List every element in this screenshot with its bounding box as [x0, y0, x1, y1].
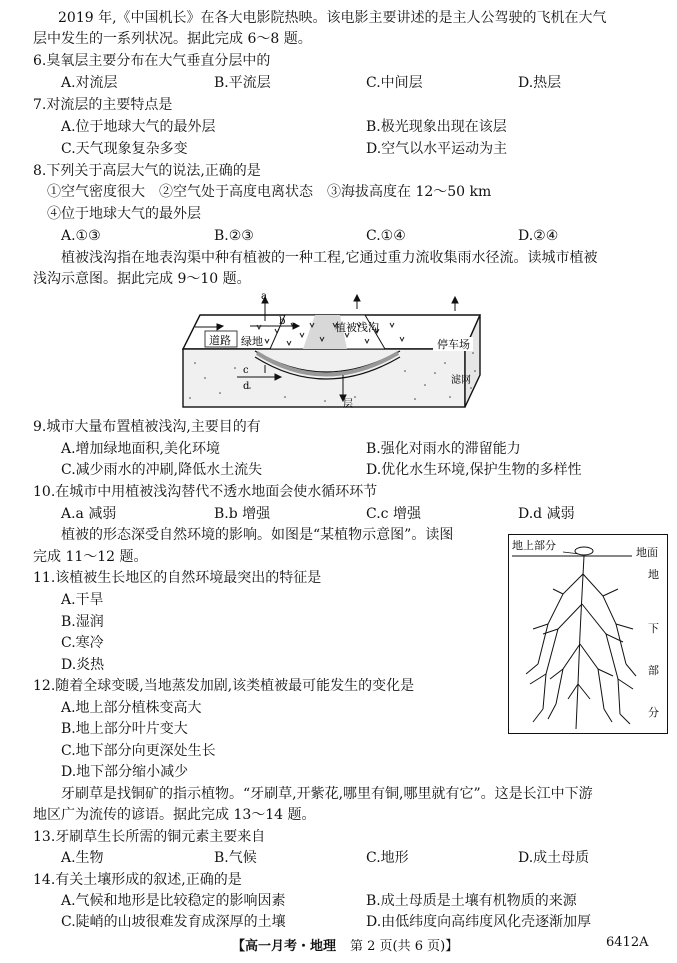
option-c[interactable]: C.c 增强	[366, 506, 421, 522]
option-d[interactable]: D.d 减弱	[518, 506, 575, 522]
option-c[interactable]: C.天气现象复杂多变	[61, 141, 188, 157]
option-c[interactable]: C.寒冷	[61, 635, 104, 651]
ground-label: 地面	[636, 547, 658, 559]
option-d[interactable]: D.地下部分缩小减少	[61, 764, 189, 780]
question-stem: 8.下列关于高层大气的说法,正确的是	[33, 163, 261, 179]
option-a[interactable]: A.干旱	[61, 592, 104, 608]
option-d[interactable]: D.成土母质	[518, 850, 590, 866]
question-stem: 6.臭氧层主要分布在大气垂直分层中的	[33, 53, 271, 69]
intro-line: 浅沟示意图。据此完成 9～10 题。	[33, 271, 251, 287]
question-stem: 14.有关土壤形成的叙述,正确的是	[33, 872, 242, 888]
option-a[interactable]: A.对流层	[61, 75, 118, 91]
question-stem: 7.对流层的主要特点是	[33, 97, 173, 113]
option-a[interactable]: A.增加绿地面积,美化环境	[61, 441, 221, 457]
layer-label: 层	[343, 399, 353, 410]
option-c[interactable]: C.陡峭的山坡很难发育成深厚的土壤	[61, 914, 286, 930]
question-stem: 13.牙刷草生长所需的铜元素主要来自	[33, 829, 266, 845]
option-d[interactable]: D.②④	[518, 228, 559, 244]
intro-line: 层中发生的一系列状况。据此完成 6～8 题。	[33, 31, 312, 47]
option-a[interactable]: A.气候和地形是比较稳定的影响因素	[61, 893, 286, 909]
footer-page: 第 2 页(共 6 页)】	[350, 939, 459, 954]
option-d[interactable]: D.炎热	[61, 657, 105, 673]
intro-line: 地区广为流传的谚语。据此完成 13～14 题。	[33, 807, 316, 823]
statement-line: ①空气密度很大 ②空气处于高度电离状态 ③海拔高度在 12～50 km	[47, 184, 492, 200]
question-stem: 10.在城市中用植被浅沟替代不透水地面会使水循环环节	[33, 484, 378, 500]
label-a: a	[261, 293, 267, 302]
below-label-4: 分	[648, 707, 659, 719]
option-b[interactable]: B.极光现象出现在该层	[366, 119, 507, 135]
option-a[interactable]: A.a 减弱	[61, 506, 117, 522]
above-ground-label: 地上部分	[512, 540, 556, 552]
option-b[interactable]: B.地上部分叶片变大	[61, 721, 188, 737]
intro-line: 植被的形态深受自然环境的影响。如图是“某植物示意图”。读图	[61, 527, 454, 543]
label-b: b	[279, 316, 286, 327]
question-stem: 11.该植被生长地区的自然环境最突出的特征是	[33, 570, 322, 586]
label-d: d	[243, 381, 250, 392]
option-d[interactable]: D.优化水生环境,保护生物的多样性	[366, 462, 582, 478]
green-label: 绿地	[241, 336, 263, 348]
label-c: c	[243, 365, 249, 376]
statement-line: ④位于地球大气的最外层	[47, 206, 201, 222]
option-d[interactable]: D.空气以水平运动为主	[366, 141, 508, 157]
option-a[interactable]: A.①③	[61, 228, 101, 244]
option-d[interactable]: D.热层	[518, 75, 562, 91]
intro-line: 完成 11～12 题。	[33, 549, 148, 565]
option-b[interactable]: B.成土母质是土壤有机物质的来源	[366, 893, 577, 909]
road-label: 道路	[209, 335, 231, 347]
option-c[interactable]: C.地形	[366, 850, 409, 866]
footer-code: 6412A	[606, 935, 649, 950]
footer-exam: 【高一月考・地理	[232, 939, 337, 954]
plant-diagram	[508, 534, 668, 734]
intro-line: 植被浅沟指在地表沟渠中种有植被的一种工程,它通过重力流收集雨水径流。读城市植被	[61, 250, 598, 266]
option-c[interactable]: C.减少雨水的冲刷,降低水土流失	[61, 462, 263, 478]
parking-label: 停车场	[437, 339, 470, 351]
option-b[interactable]: B.湿润	[61, 614, 104, 630]
option-d[interactable]: D.由低纬度向高纬度风化壳逐渐加厚	[366, 914, 592, 930]
question-stem: 12.随着全球变暖,当地蒸发加剧,该类植被最可能发生的变化是	[33, 678, 415, 694]
ditch-label: 植被浅沟	[335, 322, 379, 334]
below-label-2: 下	[648, 623, 659, 635]
pipe-label: 滤网	[451, 375, 471, 386]
question-stem: 9.城市大量布置植被浅沟,主要目的有	[33, 419, 261, 435]
intro-line: 2019 年,《中国机长》在各大电影院热映。该电影主要讲述的是主人公驾驶的飞机在大气	[58, 10, 607, 26]
option-b[interactable]: B.平流层	[214, 75, 271, 91]
option-b[interactable]: B.b 增强	[214, 506, 271, 522]
option-a[interactable]: A.地上部分植株变高大	[61, 700, 202, 716]
option-b[interactable]: B.②③	[214, 228, 254, 244]
option-c[interactable]: C.地下部分向更深处生长	[61, 743, 216, 759]
below-label-1: 地	[648, 569, 659, 581]
swale-diagram	[175, 293, 510, 411]
option-a[interactable]: A.位于地球大气的最外层	[61, 119, 216, 135]
option-b[interactable]: B.气候	[214, 850, 257, 866]
option-a[interactable]: A.生物	[61, 850, 104, 866]
option-b[interactable]: B.强化对雨水的滞留能力	[366, 441, 521, 457]
below-label-3: 部	[648, 665, 659, 677]
option-c[interactable]: C.①④	[366, 228, 406, 244]
option-c[interactable]: C.中间层	[366, 75, 423, 91]
intro-line: 牙刷草是找铜矿的指示植物。“牙刷草,开紫花,哪里有铜,哪里就有它”。这是长江中下游	[61, 786, 593, 802]
